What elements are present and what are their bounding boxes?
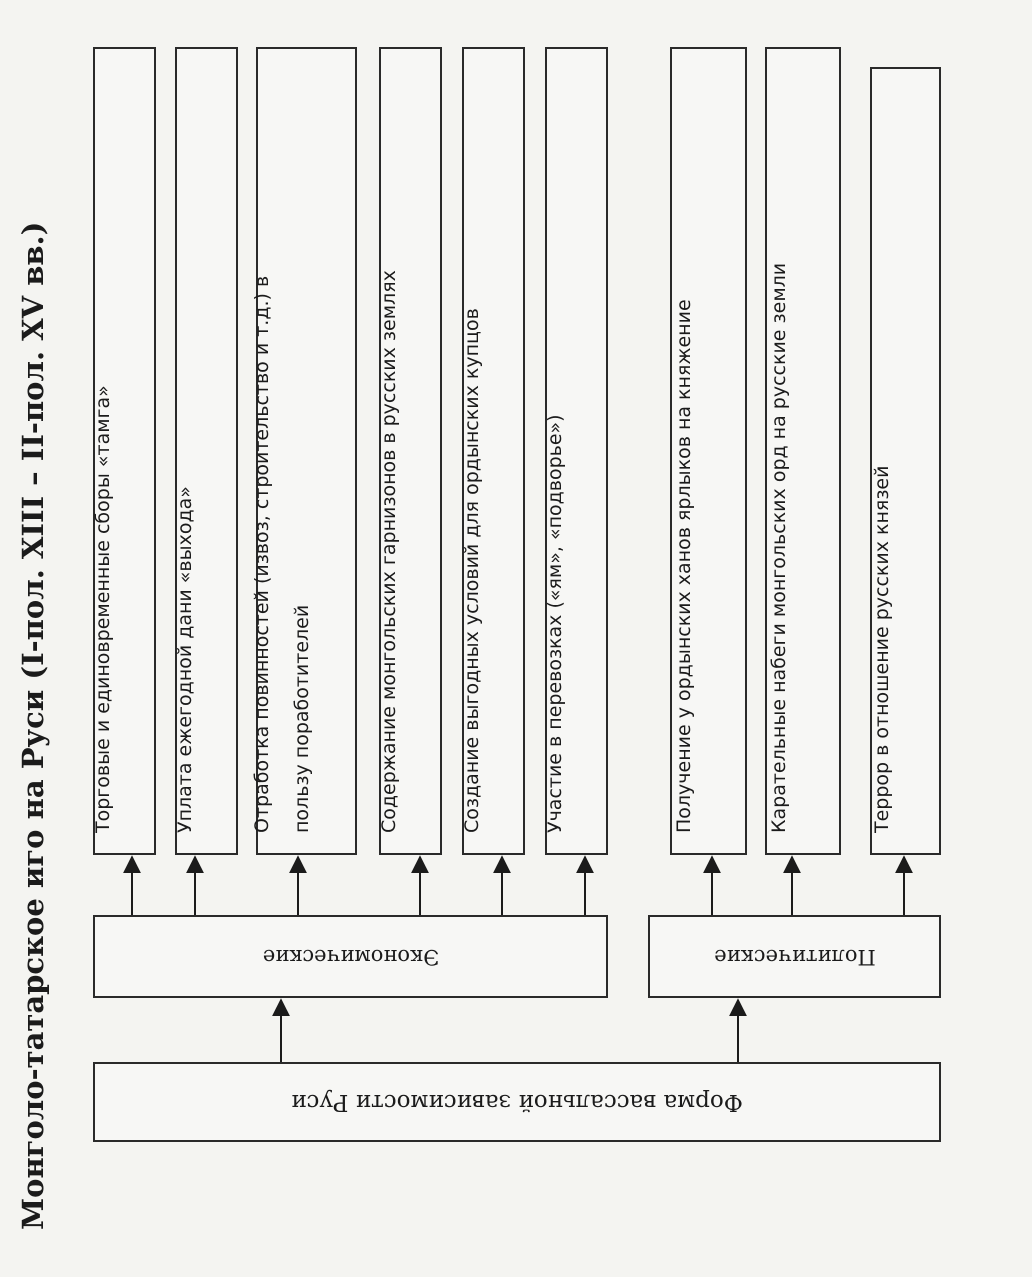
economic-item-label: Участие в перевозках («ям», «подворье») <box>544 414 566 833</box>
diagram-title: Монголо-татарское иго на Руси (I-пол. XIII – II-пол. XV вв.) <box>16 221 50 1230</box>
root-label: Форма вассальной зависимости Руси <box>291 1089 743 1115</box>
economic-item-label: Торговые и единовременные сборы «тамга» <box>92 385 114 833</box>
economic-item-label: Содержание монгольских гарнизонов в русских землях <box>378 270 400 833</box>
political-item-label: Карательные набеги монгольских орд на русские земли <box>768 262 790 833</box>
political-item-label: Террор в отношение русских князей <box>871 465 893 833</box>
political-item-label: Получение у ордынских ханов ярлыков на княжение <box>673 299 695 833</box>
economic-item-label: Отработка повинностей (извоз, строительство и т.д.) в <box>251 275 273 833</box>
category-economic-label: Экономические <box>262 944 439 969</box>
economic-item-label: Уплата ежегодной дани «выхода» <box>174 486 196 833</box>
economic-item-label: Создание выгодных условий для ордынских купцов <box>461 308 483 833</box>
category-political-label: Политические <box>713 944 876 969</box>
economic-item-label-line2: пользу поработителей <box>291 604 313 833</box>
